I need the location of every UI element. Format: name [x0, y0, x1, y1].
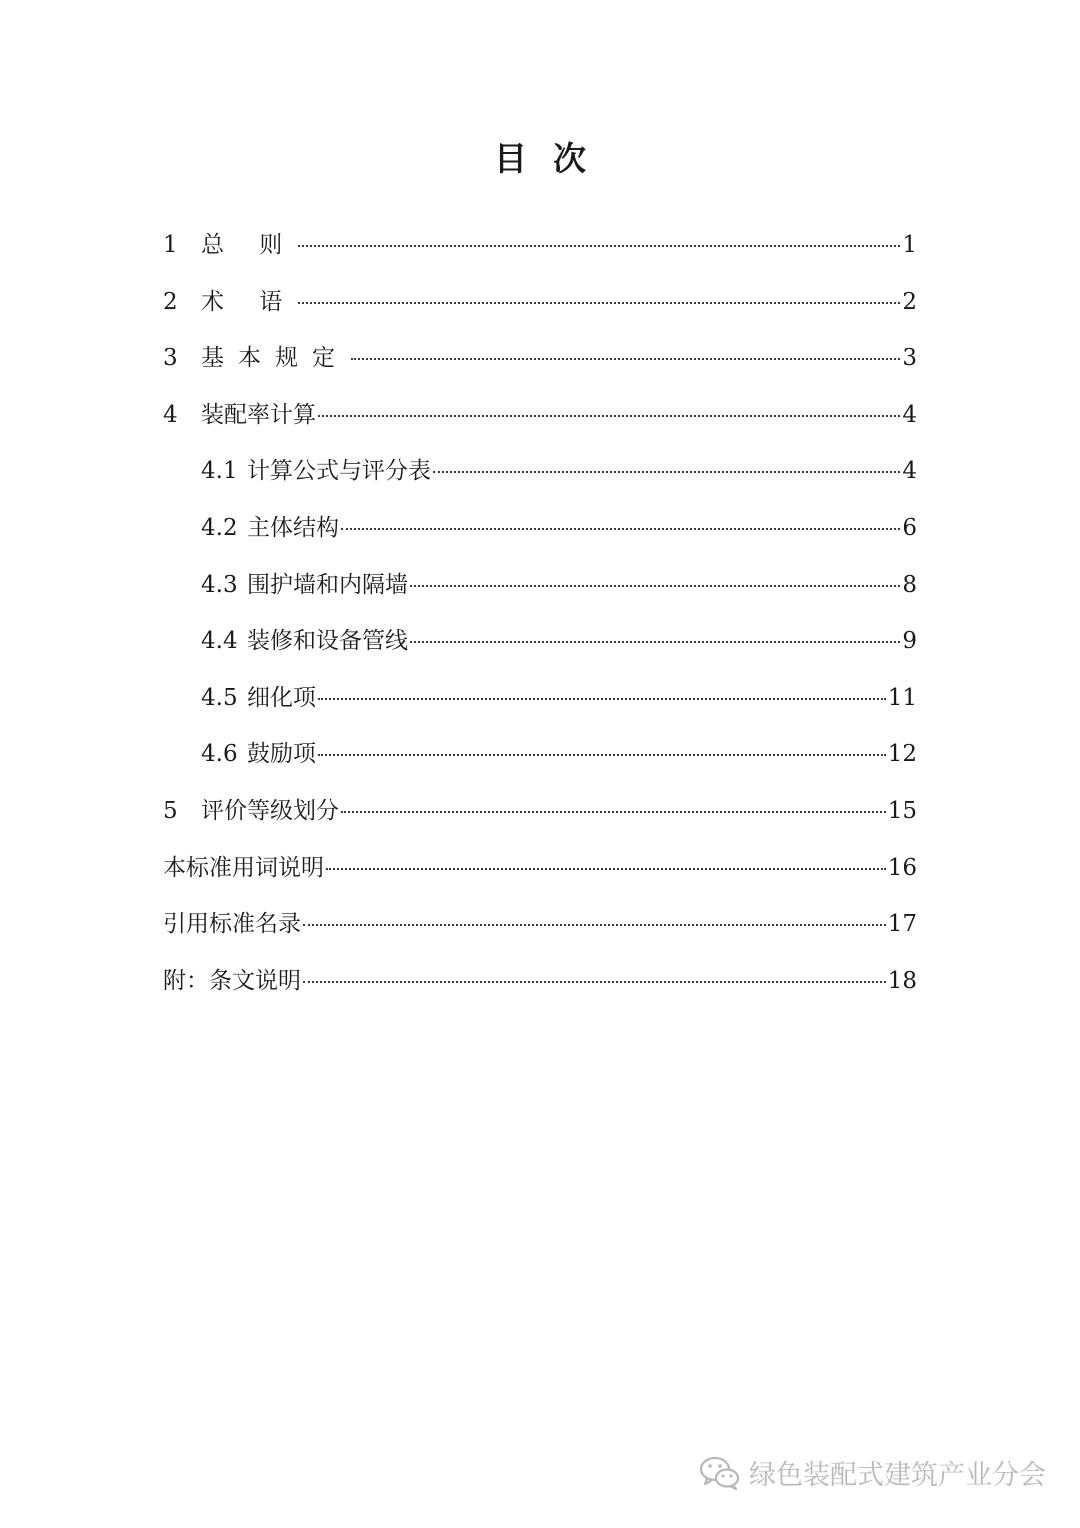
toc-dot-leader — [433, 471, 900, 473]
toc-entry-page: 3 — [902, 345, 917, 372]
toc-entry-number: 4.3 — [201, 571, 238, 598]
toc-entry-number: 4 — [163, 401, 178, 428]
toc-entry-page: 11 — [887, 684, 917, 711]
toc-entry-page: 15 — [887, 797, 917, 824]
toc-entry[interactable] — [163, 279, 917, 336]
toc-dot-leader — [351, 358, 900, 360]
toc-entry-label: 附：条文说明 — [163, 967, 301, 994]
toc-entry-label: 细化项 — [247, 684, 316, 711]
toc-entry-page: 2 — [902, 288, 917, 315]
toc-entry-page: 9 — [902, 628, 917, 655]
toc-dot-leader — [298, 245, 900, 247]
toc-dot-leader — [341, 811, 886, 813]
toc-dot-leader — [303, 981, 886, 983]
toc-entry-label: 术 语 — [201, 288, 297, 315]
toc-entry-number: 4.4 — [201, 628, 238, 655]
toc-entry-label: 本标准用词说明 — [163, 854, 324, 881]
toc-entry-label: 围护墙和内隔墙 — [247, 571, 408, 598]
toc-entry[interactable] — [163, 901, 917, 958]
toc-entry-label: 装修和设备管线 — [247, 628, 408, 655]
wechat-icon — [699, 1455, 741, 1491]
toc-dot-leader — [303, 924, 886, 926]
page-title: 目次 — [494, 139, 612, 178]
toc-dot-leader — [298, 302, 900, 304]
toc-entry-page: 1 — [902, 232, 917, 258]
toc-entry-number: 1 — [163, 232, 178, 258]
toc-entry-number: 4.5 — [201, 684, 238, 711]
toc-entry-page: 6 — [902, 514, 917, 541]
toc-entry[interactable] — [163, 562, 917, 619]
toc-dot-leader — [318, 698, 886, 700]
toc-entry-page: 18 — [887, 967, 917, 994]
toc-entry-page: 17 — [887, 911, 917, 938]
toc-entry-page: 4 — [902, 401, 917, 428]
toc-entry[interactable] — [163, 675, 917, 732]
toc-dot-leader — [318, 754, 886, 756]
toc-entry-page: 12 — [887, 741, 917, 768]
toc-entry[interactable] — [163, 392, 917, 449]
watermark — [699, 1453, 1046, 1492]
toc-dot-leader — [326, 868, 886, 870]
toc-entry-number: 4.1 — [201, 458, 238, 485]
toc-dot-leader — [341, 528, 900, 530]
toc-entry[interactable] — [163, 222, 917, 279]
toc-dot-leader — [410, 641, 900, 643]
toc-entry-number: 2 — [163, 288, 178, 315]
toc-entry[interactable] — [163, 958, 917, 1015]
toc-dot-leader — [410, 585, 900, 587]
toc-entry[interactable] — [163, 731, 917, 788]
watermark-text: 绿色装配式建筑产业分会 — [749, 1460, 1046, 1491]
toc-entry-label: 主体结构 — [247, 514, 339, 541]
toc-entry-number: 4.6 — [201, 741, 238, 768]
toc-entry-page: 8 — [902, 571, 917, 598]
toc-entry-label: 计算公式与评分表 — [247, 458, 431, 485]
toc-entry[interactable] — [163, 335, 917, 392]
toc-entry[interactable] — [163, 788, 917, 845]
toc-entry-number: 5 — [163, 797, 178, 824]
toc-entry-label: 基本规定 — [201, 345, 349, 372]
toc-entry-label: 评价等级划分 — [201, 797, 339, 824]
toc-entry-number: 3 — [163, 345, 178, 372]
toc-entry[interactable] — [163, 618, 917, 675]
toc-entry-label: 引用标准名录 — [163, 911, 301, 938]
toc-entry-number: 4.2 — [201, 514, 238, 541]
toc-entry-page: 16 — [887, 854, 917, 881]
toc-entry[interactable] — [163, 845, 917, 902]
toc-entry-label: 鼓励项 — [247, 741, 316, 768]
toc-entry[interactable] — [163, 505, 917, 562]
toc-entry[interactable] — [163, 448, 917, 505]
toc-entry-label: 总 则 — [201, 232, 297, 258]
toc-entry-label: 装配率计算 — [201, 401, 316, 428]
table-of-contents — [163, 222, 917, 1014]
toc-entry-page: 4 — [902, 458, 917, 485]
toc-dot-leader — [318, 415, 900, 417]
